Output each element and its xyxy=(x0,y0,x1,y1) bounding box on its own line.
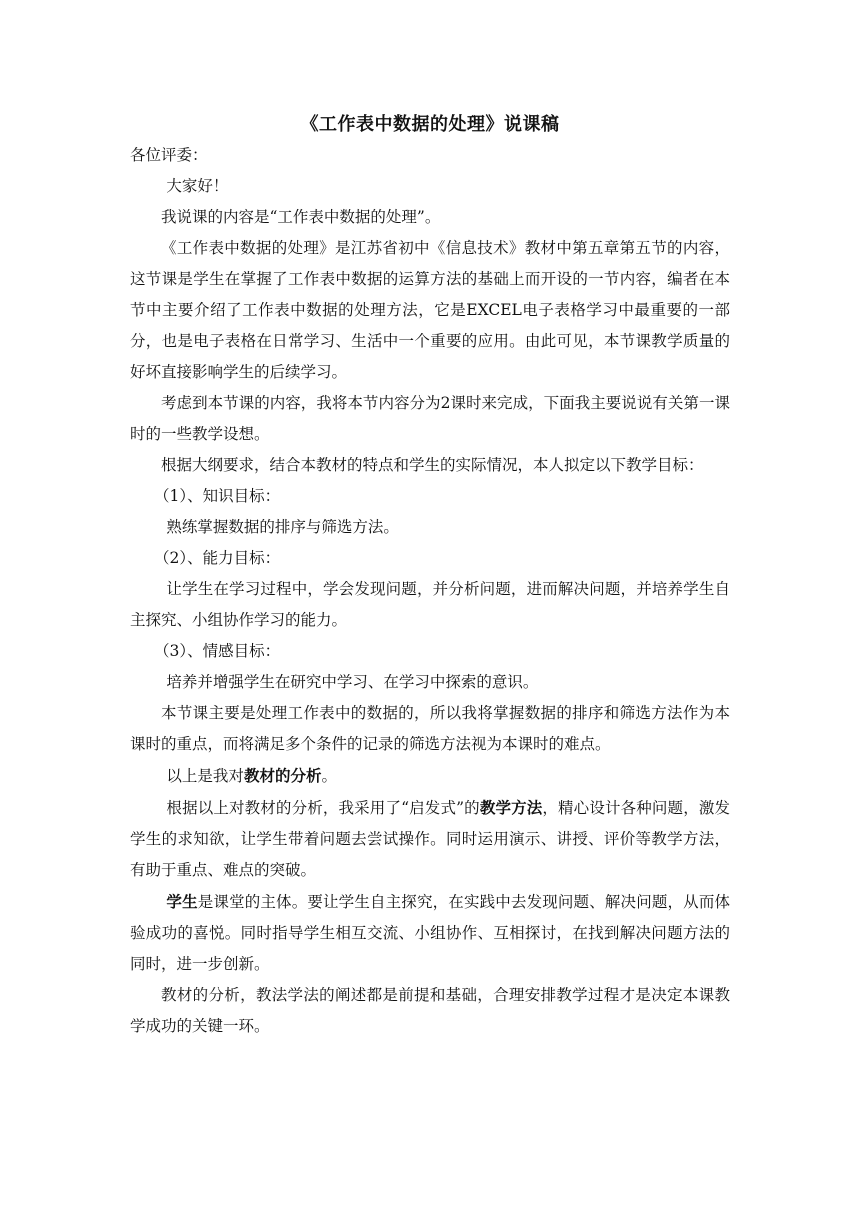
bold-text: 学生 xyxy=(166,892,198,911)
salutation: 各位评委： xyxy=(130,146,208,164)
text-span: 是课堂的主体。要让学生自主探究，在实践中去发现问题、解决问题，从而体验成功的喜悦。同时指导学生相互交流、小组协作、互相探讨，在找到解决问题方法的同时，进一步创新。 xyxy=(130,893,730,973)
paragraph-students xyxy=(130,886,730,980)
bold-text: 教学方法 xyxy=(479,798,543,817)
text-span: 根据以上对教材的分析，我采用了“启发式”的 xyxy=(166,799,480,817)
paragraph-teaching-method xyxy=(130,792,730,886)
text-span: 以上是我对 xyxy=(166,767,244,785)
paragraph-key-points: 本节课主要是处理工作表中的数据的，所以我将掌握数据的排序和筛选方法作为本课时的重点，而将满足多个条件的记录的筛选方法视为本课时的难点。 xyxy=(130,704,730,753)
goal-knowledge-label: （1）、知识目标： xyxy=(154,487,281,505)
document-title: 《工作表中数据的处理》说课稿 xyxy=(300,114,560,135)
paragraph-goals-intro: 根据大纲要求，结合本教材的特点和学生的实际情况，本人拟定以下教学目标： xyxy=(161,456,704,474)
goal-knowledge-text: 熟练掌握数据的排序与筛选方法。 xyxy=(166,518,399,536)
text-span: ，精心设计各种问题，激发学生的求知欲，让学生带着问题去尝试操作。同时运用演示、讲授、评价等教学方法，有助于重点、难点的突破。 xyxy=(130,799,730,879)
bold-text: 教材的分析 xyxy=(243,766,322,785)
goal-emotion-text: 培养并增强学生在研究中学习、在学习中探索的意识。 xyxy=(166,673,539,691)
paragraph-intro: 我说课的内容是“工作表中数据的处理”。 xyxy=(161,208,441,226)
greeting: 大家好！ xyxy=(166,177,229,195)
text-span: 。 xyxy=(321,767,337,785)
goal-ability-text: 让学生在学习过程中，学会发现问题，并分析问题，进而解决问题，并培养学生自主探究、小组协作学习的能力。 xyxy=(130,580,730,629)
paragraph-conclusion: 教材的分析，教法学法的阐述都是前提和基础，合理安排教学过程才是决定本课教学成功的关键一环。 xyxy=(130,986,730,1035)
document-body xyxy=(130,110,730,1042)
paragraph-lesson-plan: 考虑到本节课的内容，我将本节内容分为2课时来完成，下面我主要说说有关第一课时的一些教学设想。 xyxy=(130,394,730,443)
paragraph-content-overview: 《工作表中数据的处理》是江苏省初中《信息技术》教材中第五章第五节的内容，这节课是学生在掌握了工作表中数据的运算方法的基础上而开设的一节内容，编者在本节中主要介绍了工作表中数据的处理方法，它是EXCEL电子表格学习中最重要的一部分，也是电子表格在日常学习、生活中一个重要的应用。由此可见，本节课教学质量的好坏直接影响学生的后续学习。 xyxy=(130,239,730,381)
goal-emotion-label: （3）、情感目标： xyxy=(154,642,281,660)
paragraph-material-analysis xyxy=(130,760,730,792)
goal-ability-label: （2）、能力目标： xyxy=(154,549,281,567)
